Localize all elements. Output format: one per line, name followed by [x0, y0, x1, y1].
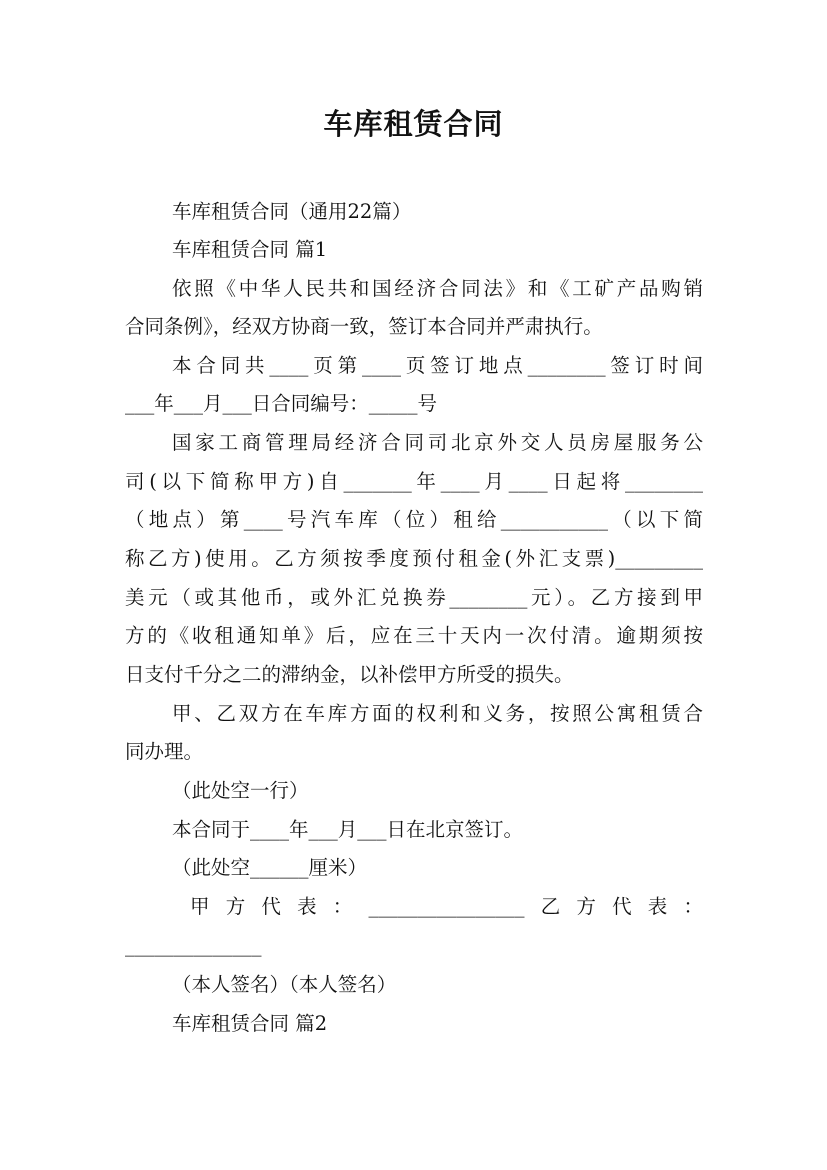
paragraph-line: 同办理。	[125, 740, 204, 763]
document-title: 车库租赁合同	[323, 107, 504, 141]
collection-heading: 车库租赁合同（通用22篇）	[172, 200, 412, 223]
blank-space-note: （此处空______厘米）	[172, 856, 368, 879]
paragraph-line: 甲、乙双方在车库方面的权利和义务，按照公寓租赁合	[172, 702, 703, 725]
paragraph-line: 合同条例》，经双方协商一致，签订本合同并严肃执行。	[125, 315, 603, 338]
paragraph-line: 日支付千分之二的滞纳金，以补偿甲方所受的损失。	[125, 663, 574, 686]
signature-blank: ______________	[125, 934, 262, 957]
paragraph-line: 美元（或其他币，或外汇兑换券________元）。乙方接到甲	[125, 586, 703, 609]
paragraph-line: ___年___月___日合同编号：_____号	[125, 392, 438, 415]
signing-date-line: 本合同于____年___月___日在北京签订。	[172, 818, 524, 841]
section-heading-1: 车库租赁合同 篇1	[172, 238, 328, 261]
paragraph-line: 国家工商管理局经济合同司北京外交人员房屋服务公	[172, 431, 703, 454]
paragraph-line: 本合同共____页第____页签订地点________签订时间	[172, 354, 703, 377]
representatives-line: 甲方代表：________________乙方代表：	[190, 895, 703, 918]
paragraph-line: 称乙方)使用。乙方须按季度预付租金(外汇支票)_________	[125, 547, 703, 570]
paragraph-line: 依照《中华人民共和国经济合同法》和《工矿产品购销	[172, 277, 703, 300]
paragraph-line: 方的《收租通知单》后，应在三十天内一次付清。逾期须按	[125, 624, 703, 647]
paragraph-line: 司(以下简称甲方)自_______年____月____日起将________	[125, 470, 703, 493]
signature-labels: （本人签名）（本人签名）	[172, 973, 397, 996]
section-heading-2: 车库租赁合同 篇2	[172, 1012, 328, 1035]
paragraph-line: （地点）第____号汽车库（位）租给___________（以下简	[125, 508, 703, 531]
blank-line-note: （此处空一行）	[172, 779, 309, 802]
